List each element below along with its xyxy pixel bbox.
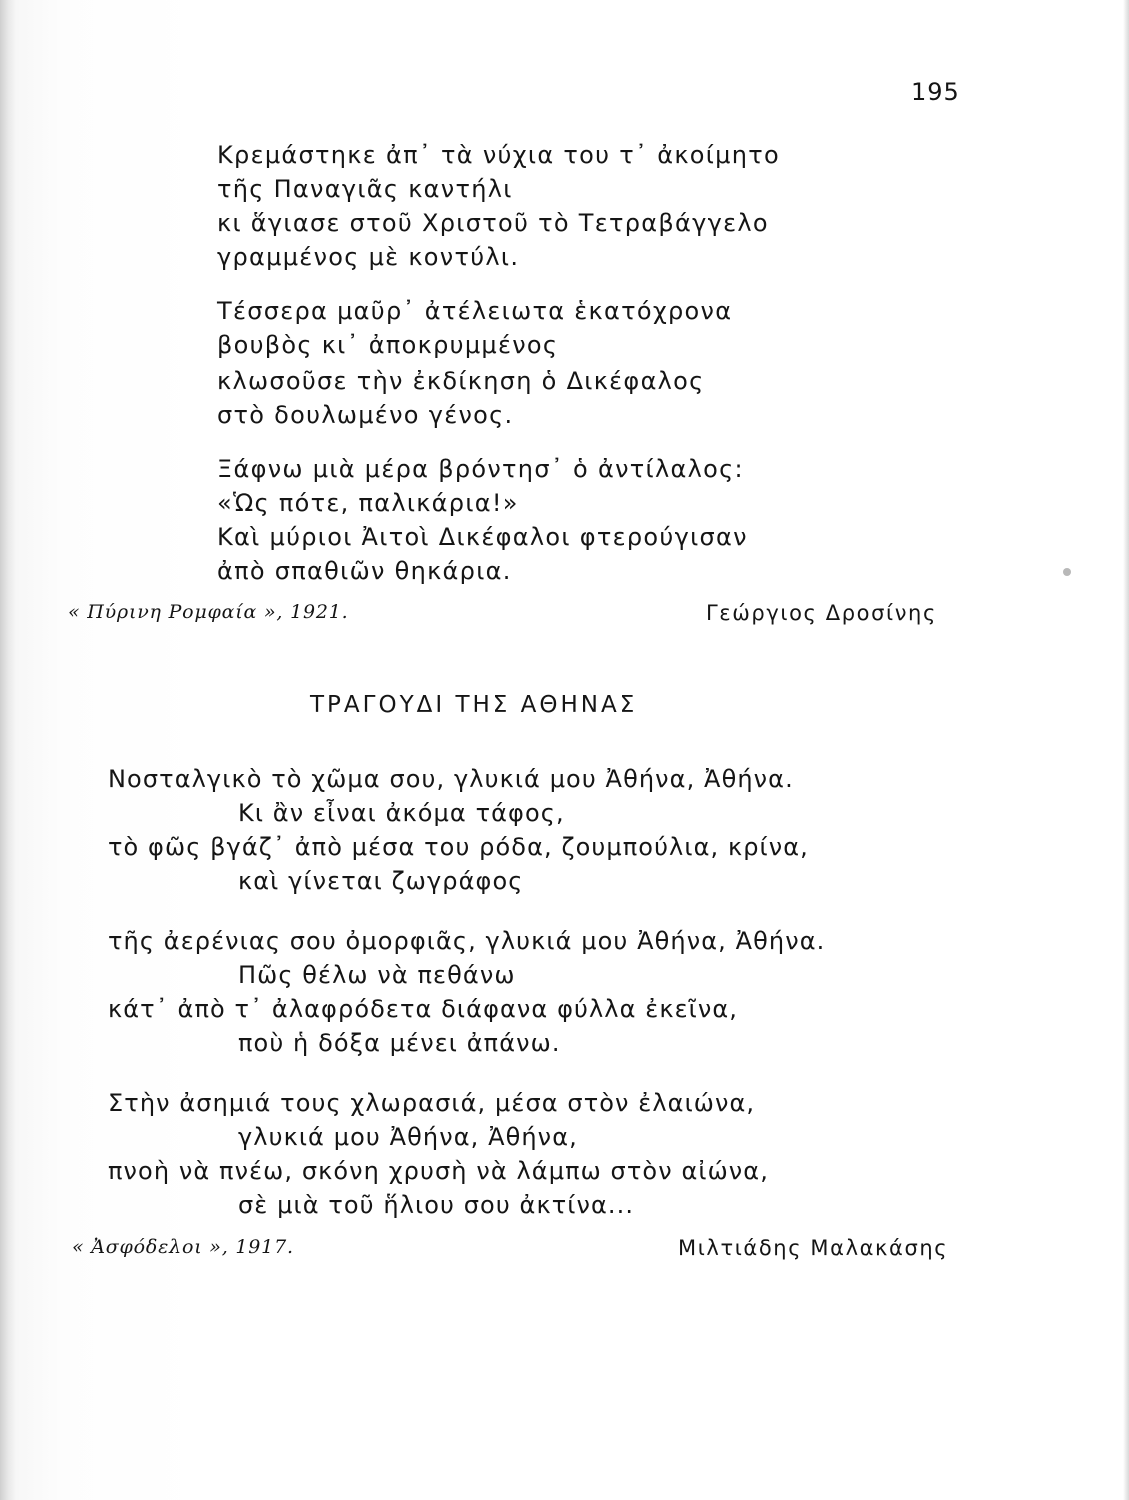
poem-1-line: «Ὡς πότε, παλικάρια!» bbox=[217, 489, 519, 517]
poem-1-line: κι ἅγιασε στοῦ Χριστοῦ τὸ Τετραβάγγελο bbox=[217, 209, 769, 237]
poem-1-author: Γεώργιος Δροσίνης bbox=[706, 601, 937, 625]
poem-1-source: « Πύρινη Ρομφαία », 1921. bbox=[68, 601, 349, 623]
page-number: 195 bbox=[911, 78, 960, 106]
poem-2-line: σὲ μιὰ τοῦ ἥλιου σου ἀκτίνα... bbox=[238, 1191, 635, 1219]
poem-2-author: Μιλτιάδης Μαλακάσης bbox=[678, 1236, 949, 1260]
poem-2-line: κάτ᾿ ἀπὸ τ᾿ ἀλαφρόδετα διάφανα φύλλα ἐκεῖνα, bbox=[108, 995, 739, 1023]
poem-2-line: καὶ γίνεται ζωγράφος bbox=[238, 867, 524, 895]
poem-2-line: Κι ἂν εἶναι ἀκόμα τάφος, bbox=[238, 799, 565, 827]
poem-1-line: Τέσσερα μαῦρ᾿ ἀτέλειωτα ἑκατόχρονα bbox=[217, 297, 733, 325]
poem-1-line: Κρεμάστηκε ἀπ᾿ τὰ νύχια του τ᾿ ἀκοίμητο bbox=[217, 141, 780, 169]
page-edge-shadow bbox=[1123, 0, 1129, 1500]
poem-2-line: πνοὴ νὰ πνέω, σκόνη χρυσὴ νὰ λάμπω στὸν αἰώνα, bbox=[108, 1157, 769, 1185]
poem-1-line: τῆς Παναγιᾶς καντήλι bbox=[217, 175, 513, 203]
poem-1-line: Ξάφνω μιὰ μέρα βρόντησ᾿ ὁ ἀντίλαλος: bbox=[217, 455, 744, 483]
poem-1-line: ἀπὸ σπαθιῶν θηκάρια. bbox=[217, 557, 512, 585]
poem-2-line: τὸ φῶς βγάζ᾿ ἀπὸ μέσα του ρόδα, ζουμπούλια, κρίνα, bbox=[108, 833, 809, 861]
poem-1-line: γραμμένος μὲ κοντύλι. bbox=[217, 243, 520, 271]
poem-1-line: βουβὸς κι᾿ ἀποκρυμμένος bbox=[217, 331, 559, 359]
poem-2-line: Πῶς θέλω νὰ πεθάνω bbox=[238, 961, 516, 989]
poem-2-line: γλυκιά μου Ἀθήνα, Ἀθήνα, bbox=[238, 1123, 578, 1151]
poem-1-line: Καὶ μύριοι Ἀιτοὶ Δικέφαλοι φτερούγισαν bbox=[217, 523, 748, 551]
poem-2-title: ΤΡΑΓΟΥΔΙ ΤΗΣ ΑΘΗΝΑΣ bbox=[310, 692, 638, 718]
poem-2-line: τῆς ἀερένιας σου ὀμορφιᾶς, γλυκιά μου Ἀθήνα, Ἀθήνα. bbox=[108, 927, 826, 955]
page-blemish bbox=[1063, 568, 1071, 576]
poem-2-source: « Ἀσφόδελοι », 1917. bbox=[72, 1236, 294, 1258]
poem-1-line: στὸ δουλωμένο γένος. bbox=[217, 401, 514, 429]
poem-2-line: Στὴν ἀσημιά τους χλωρασιά, μέσα στὸν ἐλαιώνα, bbox=[108, 1089, 756, 1117]
poem-1-line: κλωσοῦσε τὴν ἐκδίκηση ὁ Δικέφαλος bbox=[217, 367, 705, 395]
poem-2-line: Νοσταλγικὸ τὸ χῶμα σου, γλυκιά μου Ἀθήνα, Ἀθήνα. bbox=[108, 765, 794, 793]
poem-2-line: ποὺ ἡ δόξα μένει ἀπάνω. bbox=[238, 1029, 561, 1057]
